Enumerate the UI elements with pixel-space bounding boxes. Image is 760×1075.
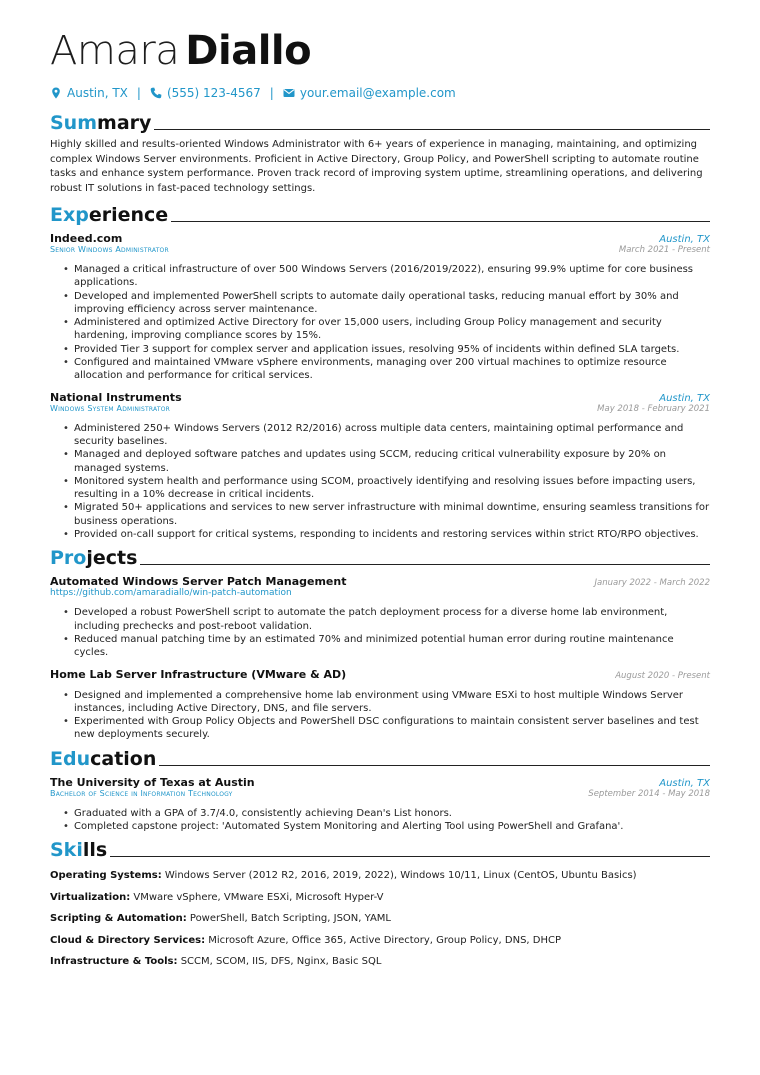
entry-dates: August 2020 - Present — [615, 670, 710, 681]
skill-value: Microsoft Azure, Office 365, Active Directory, Group Policy, DNS, DHCP — [208, 934, 562, 946]
skill-label: Virtualization: — [50, 891, 131, 903]
education-section — [50, 746, 710, 834]
contact-line — [50, 86, 710, 100]
bullet-list — [50, 689, 710, 742]
bullet-list — [50, 606, 710, 659]
project-name: Automated Windows Server Patch Management — [50, 575, 347, 589]
section-header — [50, 545, 710, 569]
skill-row — [50, 955, 710, 969]
skills-list — [50, 869, 710, 969]
job-title: Senior Windows Administrator — [50, 245, 169, 254]
list-item: • Administered and optimized Active Directory for over 15,000 users, including Group Policy management and security hardening, improving compliance scores by 15%. — [74, 316, 710, 343]
contact-email[interactable] — [283, 86, 456, 100]
location-text: Austin, TX — [67, 86, 128, 100]
list-item: • Completed capstone project: 'Automated System Monitoring and Alerting Tool using PowerShell and Grafana'. — [74, 820, 710, 833]
project-name: Home Lab Server Infrastructure (VMware & AD) — [50, 667, 347, 681]
skill-label: Cloud & Directory Services: — [50, 934, 206, 946]
resume-page — [50, 28, 710, 977]
projects-section — [50, 545, 710, 741]
skill-label: Infrastructure & Tools: — [50, 956, 178, 968]
company-name: National Instruments — [50, 390, 182, 404]
bullet-list — [50, 807, 710, 834]
phone-icon — [150, 87, 162, 99]
skill-label: Operating Systems: — [50, 870, 162, 882]
job-title: Windows System Administrator — [50, 403, 171, 413]
section-divider — [154, 129, 710, 130]
section-header — [50, 837, 710, 861]
company-name: Indeed.com — [50, 232, 123, 245]
list-item: • Reduced manual patching time by an estimated 70% and minimized potential human error during routine maintenance cycles. — [74, 633, 710, 660]
first-name: Amara — [50, 28, 180, 74]
section-header — [50, 746, 710, 770]
school-name: The University of Texas at Austin — [50, 775, 255, 789]
section-divider — [140, 564, 710, 565]
project-link[interactable]: https://github.com/amaradiallo/win-patch-automation — [50, 588, 292, 599]
bullet-list — [50, 263, 710, 383]
contact-location — [50, 86, 128, 100]
section-divider — [171, 221, 710, 222]
section-title: Summary — [50, 112, 152, 134]
entry-location: Austin, TX — [659, 234, 710, 245]
list-item: • Managed and deployed software patches and updates using SCCM, reducing critical vulnerability exposure by 20% on managed systems. — [74, 448, 710, 475]
skill-value: VMware vSphere, VMware ESXi, Microsoft Hyper-V — [133, 891, 384, 903]
skill-label: Scripting & Automation: — [50, 913, 187, 925]
list-item: • Experimented with Group Policy Objects and PowerShell DSC configurations to maintain consistent server baselines and test new deployments securely. — [74, 715, 710, 742]
education-entry — [50, 776, 710, 834]
summary-text: Highly skilled and results-oriented Windows Administrator with 6+ years of experience in managing, maintaining, and optimizing complex Windows Server environments. Proficient in Active Directory, Group Policy, and PowerShell scripting to automate routine tasks and enhance system performance. Proven track record of improving system uptime, streamlining operations, and delivering robust IT solutions in fast-paced technology settings. — [50, 139, 703, 194]
candidate-name — [50, 28, 710, 74]
section-title: Skills — [50, 839, 108, 862]
project-entry — [50, 575, 710, 659]
entry-location: Austin, TX — [659, 777, 710, 789]
experience-section — [50, 202, 710, 541]
list-item: • Monitored system health and performance using SCOM, proactively identifying and resolving issues before impacting users, resulting in a 10% decrease in critical incidents. — [74, 475, 710, 502]
map-marker-icon — [50, 87, 62, 99]
skill-row — [50, 934, 710, 948]
experience-entry — [50, 391, 710, 542]
last-name: Diallo — [185, 28, 312, 74]
list-item: • Configured and maintained VMware vSphere environments, managing over 200 virtual machines to optimize resource allocation and performance for critical services. — [74, 356, 710, 383]
list-item: • Managed a critical infrastructure of over 500 Windows Servers (2016/2019/2022), ensuring 99.9% uptime for core business applications. — [74, 263, 710, 290]
entry-dates: January 2022 - March 2022 — [594, 578, 710, 589]
list-item: • Administered 250+ Windows Servers (2012 R2/2016) across multiple data centers, maintaining optimal performance and security baselines. — [74, 422, 710, 449]
skill-value: SCCM, SCOM, IIS, DFS, Nginx, Basic SQL — [180, 956, 382, 968]
degree: Bachelor of Science in Information Technology — [50, 788, 233, 798]
section-header — [50, 202, 710, 226]
section-header — [50, 110, 710, 134]
summary-section — [50, 110, 710, 196]
entry-dates: March 2021 - Present — [618, 245, 710, 255]
skill-value: PowerShell, Batch Scripting, JSON, YAML — [189, 913, 392, 925]
skill-row — [50, 869, 710, 883]
list-item: • Developed a robust PowerShell script to automate the patch deployment process for a diverse home lab environment, including prechecks and post-reboot validation. — [74, 606, 710, 633]
section-title: Experience — [50, 204, 169, 226]
separator: | — [269, 86, 274, 100]
envelope-icon — [283, 87, 295, 99]
list-item: • Provided on-call support for critical systems, responding to incidents and restoring services within strict RTO/RPO objectives. — [74, 528, 710, 541]
section-divider — [110, 856, 710, 857]
list-item: • Provided Tier 3 support for complex server and application issues, resolving 95% of incidents within defined SLA targets. — [74, 343, 710, 356]
section-title: Projects — [50, 547, 138, 570]
entry-location: Austin, TX — [659, 392, 710, 404]
skill-row — [50, 912, 710, 926]
list-item: • Developed and implemented PowerShell scripts to automate daily operational tasks, reducing manual effort by 30% and improving efficiency across server maintenance. — [74, 290, 710, 317]
separator: | — [136, 86, 141, 100]
entry-dates: September 2014 - May 2018 — [588, 788, 710, 799]
project-entry — [50, 668, 710, 742]
skill-value: Windows Server (2012 R2, 2016, 2019, 2022), Windows 10/11, Linux (CentOS, Ubuntu Basics) — [164, 870, 637, 882]
contact-phone[interactable] — [150, 86, 261, 100]
phone-text: (555) 123-4567 — [166, 86, 261, 100]
section-divider — [159, 765, 710, 766]
experience-entry — [50, 232, 710, 383]
list-item: • Migrated 50+ applications and services to new server infrastructure with minimal downtime, ensuring seamless transitions for business operations. — [74, 501, 710, 528]
bullet-list — [50, 422, 710, 542]
email-link: your.email@example.com — [299, 86, 456, 100]
entry-dates: May 2018 - February 2021 — [597, 403, 710, 414]
list-item: • Graduated with a GPA of 3.7/4.0, consistently achieving Dean's List honors. — [74, 807, 710, 820]
list-item: • Designed and implemented a comprehensive home lab environment using VMware ESXi to host multiple Windows Server instances, including Active Directory, DNS, and file servers. — [74, 689, 710, 716]
skills-section — [50, 837, 710, 969]
skill-row — [50, 891, 710, 905]
section-title: Education — [50, 747, 157, 770]
